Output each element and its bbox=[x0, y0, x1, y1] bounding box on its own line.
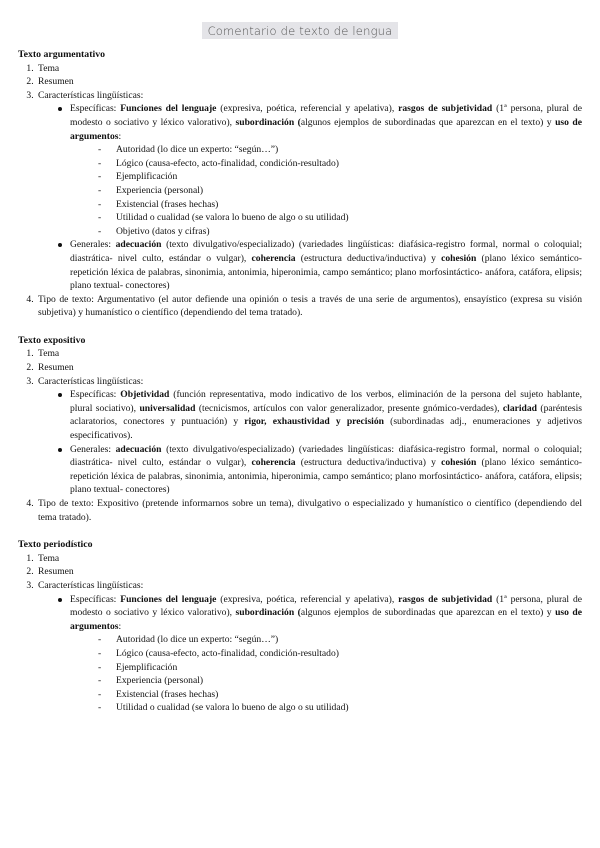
list-item: - Lógico (causa-efecto, acto-finalidad, condición-resultado) bbox=[98, 647, 582, 661]
list-item: - Objetivo (datos y cifras) bbox=[98, 225, 582, 239]
section-list bbox=[18, 552, 582, 715]
text-run: (texto divulgativo/especializado) (variedades lingüísticas: diafásica-registro formal, normal o coloquial; diastrática- nivel culto, estándar o vulgar), bbox=[70, 239, 582, 264]
section-heading: Texto expositivo bbox=[18, 334, 86, 346]
text-run: (expresiva, poética, referencial y apelativa), bbox=[216, 593, 399, 605]
bullet-generales bbox=[58, 238, 582, 292]
list-item-tema: 1. Tema bbox=[36, 552, 582, 566]
section-list bbox=[18, 62, 582, 320]
bold-term: rasgos de subjetividad bbox=[398, 593, 493, 605]
bold-term: cohesión bbox=[441, 252, 477, 264]
bold-term: adecuación bbox=[115, 239, 162, 251]
text-run: (paréntesis aclaratorios, conectores y puntuación) y bbox=[70, 402, 582, 428]
text-run: (plano léxico semántico- repetición léxica de palabras, sinonimia, antonimia, hiperonimia, campo semántico; plano morfosintáctico- anáfora, catáfora, elipsis; plano textual- conectores) bbox=[70, 252, 582, 292]
caracteristicas-label: Características lingüísticas: bbox=[38, 375, 144, 387]
bold-term: claridad bbox=[502, 402, 538, 414]
text-run: (1ª persona, plural de modesto o sociativo y léxico valorativo), bbox=[70, 593, 583, 619]
text-run: (tecnicismos, artículos con valor generalizador, presente gnómico-verdades), bbox=[195, 402, 503, 414]
list-item-resumen: 2. Resumen bbox=[36, 75, 582, 89]
bullet-list bbox=[38, 593, 582, 715]
bold-term: uso de argumentos bbox=[70, 116, 583, 142]
bold-term: Objetividad bbox=[120, 389, 170, 401]
title-wrapper bbox=[0, 22, 600, 40]
text-run: : bbox=[118, 620, 122, 632]
bullet-especificas bbox=[58, 388, 582, 442]
text-run: (estructura deductiva/inductiva) y bbox=[295, 457, 442, 469]
bullet-generales bbox=[58, 443, 582, 497]
text-run: Específicas: bbox=[70, 593, 121, 605]
bullet-list bbox=[38, 388, 582, 497]
list-item-resumen: 2. Resumen bbox=[36, 565, 582, 579]
bold-term: subordinación ( bbox=[235, 116, 301, 128]
list-item-caracteristicas bbox=[36, 89, 582, 293]
page-title: Comentario de texto de lengua bbox=[202, 22, 399, 39]
list-item: - Autoridad (lo dice un experto: “según…”) bbox=[98, 143, 582, 157]
list-item: - Ejemplificación bbox=[98, 661, 582, 675]
bullet-list bbox=[38, 102, 582, 292]
text-run: Específicas: bbox=[70, 389, 121, 401]
section-periodistico bbox=[18, 538, 582, 715]
bold-term: rasgos de subjetividad bbox=[398, 103, 493, 115]
dash-list bbox=[70, 143, 582, 238]
bullet-especificas bbox=[58, 102, 582, 238]
bold-term: cohesión bbox=[441, 457, 477, 469]
list-item: - Utilidad o cualidad (se valora lo bueno de algo o su utilidad) bbox=[98, 701, 582, 715]
list-item-caracteristicas bbox=[36, 375, 582, 497]
text-run: Específicas: bbox=[70, 103, 121, 115]
text-run: Generales: bbox=[70, 239, 116, 251]
section-expositivo bbox=[18, 334, 582, 524]
section-argumentativo bbox=[18, 48, 582, 320]
text-run: (estructura deductiva/inductiva) y bbox=[295, 252, 442, 264]
list-item-caracteristicas bbox=[36, 579, 582, 715]
text-run: algunos ejemplos de subordinadas que aparezcan en el texto) y bbox=[300, 607, 556, 619]
list-item: - Autoridad (lo dice un experto: “según…”) bbox=[98, 633, 582, 647]
caracteristicas-label: Características lingüísticas: bbox=[38, 89, 144, 101]
bold-term: universalidad bbox=[139, 402, 196, 414]
list-item-tema: 1. Tema bbox=[36, 347, 582, 361]
dash-list bbox=[70, 633, 582, 715]
bold-term: coherencia bbox=[251, 457, 296, 469]
text-run: (subordinadas adj., enumeraciones y adjetivos especificativos). bbox=[70, 416, 582, 442]
list-item: - Existencial (frases hechas) bbox=[98, 688, 582, 702]
text-run: (plano léxico semántico- repetición léxica de palabras, sinonimia, antonimia, hiperonimia, campo semántico; plano morfosintáctico- anáfora, catáfora, elipsis; plano textual- conectores) bbox=[70, 457, 582, 496]
bold-term: coherencia bbox=[251, 252, 296, 264]
bold-term: Funciones del lenguaje bbox=[120, 103, 217, 115]
text-run: Generales: bbox=[70, 443, 116, 455]
list-item-tipo: 4. Tipo de texto: Expositivo (pretende informarnos sobre un tema), divulgativo o especializado y humanístico o científico (dependiendo del tema tratado). bbox=[36, 497, 582, 524]
text-run: (1ª persona, plural de modesto o sociativo y léxico valorativo), bbox=[70, 103, 583, 128]
bullet-especificas bbox=[58, 593, 582, 715]
list-item-tema: 1. Tema bbox=[36, 62, 582, 76]
list-item: - Utilidad o cualidad (se valora lo bueno de algo o su utilidad) bbox=[98, 211, 582, 225]
bold-term: adecuación bbox=[115, 443, 162, 455]
section-heading: Texto argumentativo bbox=[18, 49, 105, 60]
text-run: (texto divulgativo/especializado) (variedades lingüísticas: diafásica-registro formal, normal o coloquial; diastrática- nivel culto, estándar o vulgar), bbox=[70, 443, 582, 469]
bold-term: subordinación ( bbox=[235, 607, 301, 619]
list-item-tipo: 4. Tipo de texto: Argumentativo (el autor defiende una opinión o tesis a través de una serie de argumentos), ensayístico (expresa su visión subjetiva) y humanístico o científico (dependiendo del tema tratado). bbox=[36, 293, 582, 320]
list-item: - Ejemplificación bbox=[98, 170, 582, 184]
section-list bbox=[18, 347, 582, 524]
bold-term: Funciones del lenguaje bbox=[120, 593, 217, 605]
list-item-resumen: 2. Resumen bbox=[36, 361, 582, 375]
list-item: - Lógico (causa-efecto, acto-finalidad, condición-resultado) bbox=[98, 157, 582, 171]
list-item: - Existencial (frases hechas) bbox=[98, 198, 582, 212]
section-heading: Texto periodístico bbox=[18, 539, 93, 551]
text-run: (expresiva, poética, referencial y apelativa), bbox=[216, 103, 399, 115]
bold-term: uso de argumentos bbox=[70, 607, 583, 632]
bold-term: rigor, exhaustividad y precisión bbox=[244, 416, 384, 428]
caracteristicas-label: Características lingüísticas: bbox=[38, 579, 144, 591]
list-item: - Experiencia (personal) bbox=[98, 674, 582, 688]
text-run: (función representativa, modo indicativo de los verbos, eliminación de la persona del sujeto hablante, plural sociativo), bbox=[70, 389, 583, 414]
list-item: - Experiencia (personal) bbox=[98, 184, 582, 198]
text-run: algunos ejemplos de subordinadas que aparezcan en el texto) y bbox=[300, 116, 556, 128]
text-run: : bbox=[118, 130, 122, 142]
document-body bbox=[18, 48, 582, 729]
